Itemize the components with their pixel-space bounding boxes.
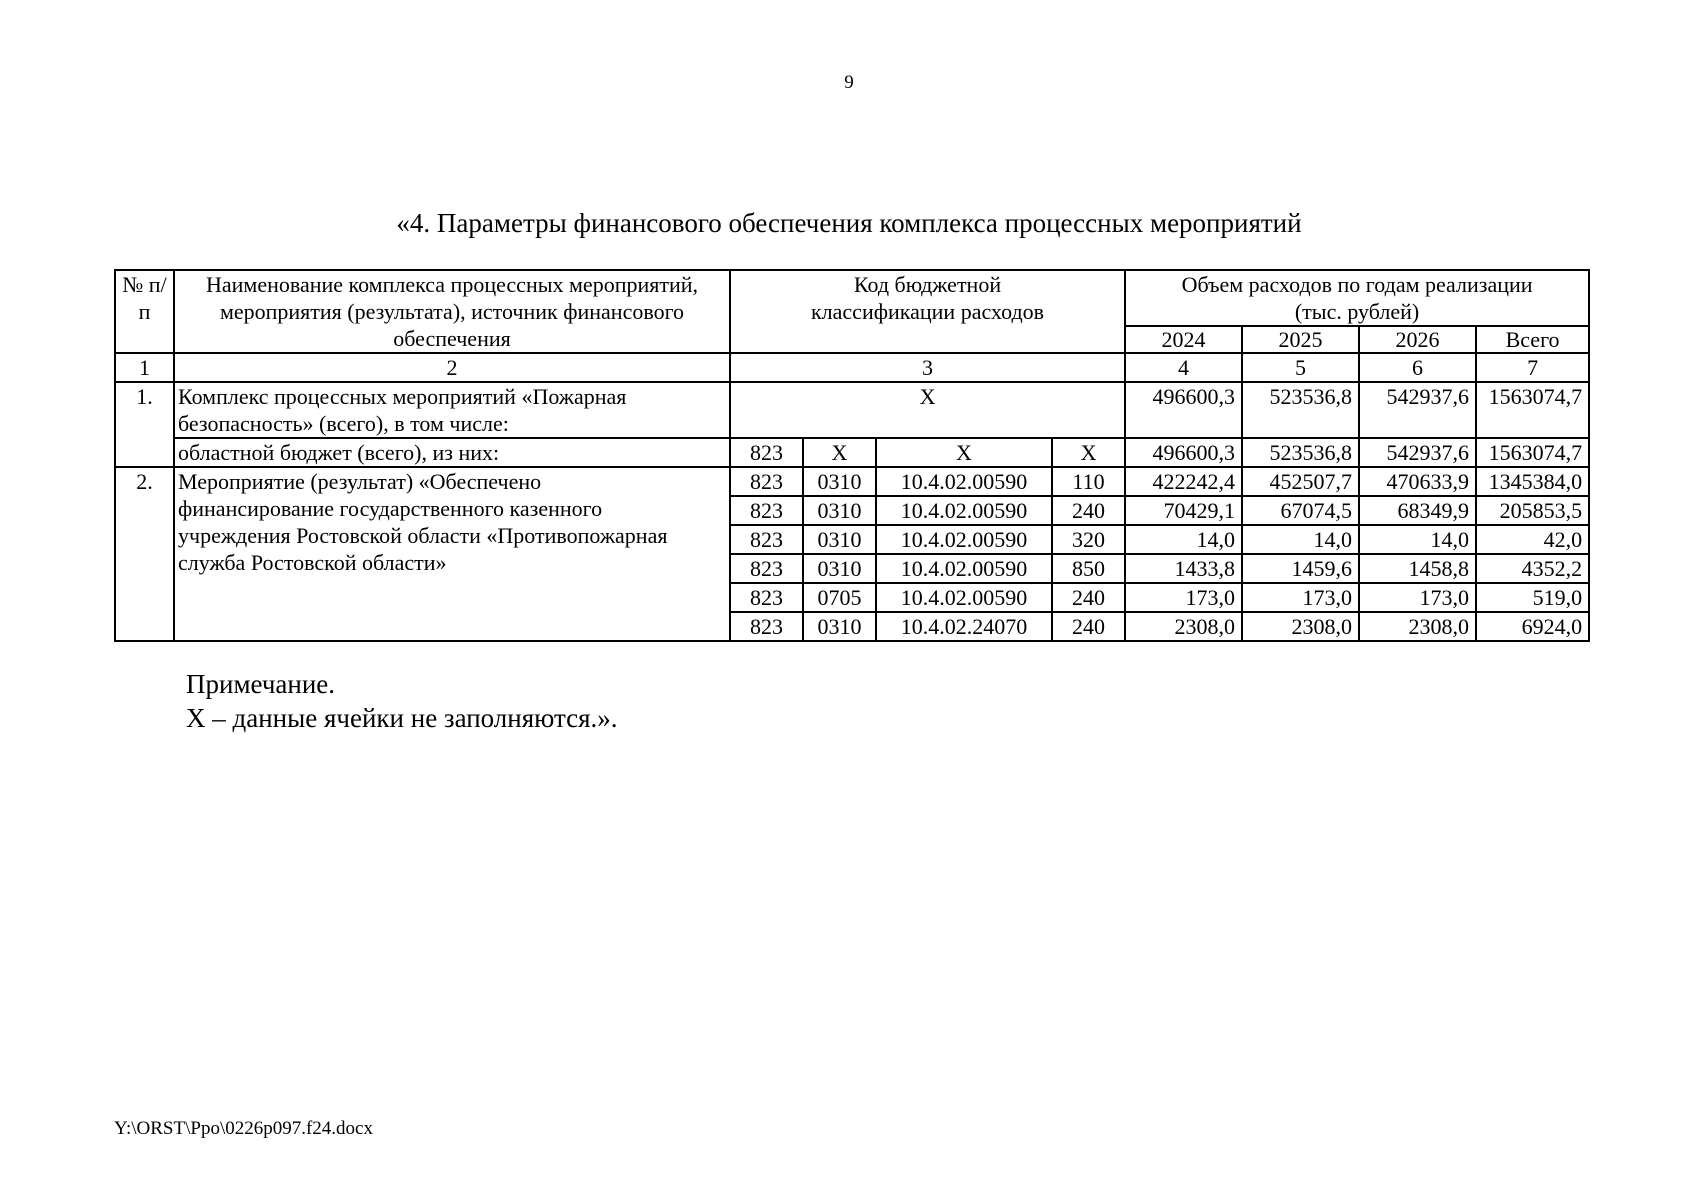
value-cell: 422242,4 (1125, 467, 1242, 496)
code-cell: 0310 (803, 496, 876, 525)
code-cell: 823 (730, 583, 803, 612)
code-cell: 10.4.02.00590 (876, 496, 1052, 525)
col-number: 7 (1476, 353, 1589, 382)
value-cell: 14,0 (1242, 525, 1359, 554)
value-cell: 1345384,0 (1476, 467, 1589, 496)
table-row (115, 467, 1589, 496)
value-cell: 6924,0 (1476, 612, 1589, 641)
section-title: «4. Параметры финансового обеспечения комплекса процессных мероприятий (396, 208, 1302, 238)
code-cell: 0310 (803, 525, 876, 554)
value-cell: 2308,0 (1125, 612, 1242, 641)
code-cell: 850 (1052, 554, 1125, 583)
code-cell: 240 (1052, 496, 1125, 525)
code-cell: 0310 (803, 612, 876, 641)
row-name: Мероприятие (результат) «Обеспечено финансирование государственного казенного учреждения Ростовской области «Противопожарная служба Ростовской области» (174, 467, 730, 641)
code-cell: 823 (730, 525, 803, 554)
value-cell: 2308,0 (1242, 612, 1359, 641)
code-cell: 10.4.02.00590 (876, 467, 1052, 496)
table-row (115, 382, 1589, 438)
value-cell: 173,0 (1242, 583, 1359, 612)
col-number: 6 (1359, 353, 1476, 382)
header-row (115, 270, 1589, 326)
header-year-2024: 2024 (1125, 326, 1242, 353)
table-row (115, 438, 1589, 467)
value-cell: 205853,5 (1476, 496, 1589, 525)
note-heading: Примечание. (186, 669, 336, 699)
header-year-2025: 2025 (1242, 326, 1359, 353)
row-num: 1. (115, 382, 174, 467)
value-cell: 523536,8 (1242, 382, 1359, 438)
code-cell: 10.4.02.00590 (876, 583, 1052, 612)
value-cell: 523536,8 (1242, 438, 1359, 467)
header-volume: Объем расходов по годам реализации (тыс. рублей) (1125, 270, 1589, 326)
value-cell: 1563074,7 (1476, 382, 1589, 438)
value-cell: 470633,9 (1359, 467, 1476, 496)
header-name: Наименование комплекса процессных мероприятий, мероприятия (результата), источник финансового обеспечения (174, 270, 730, 353)
note (186, 667, 618, 735)
code-cell: 0310 (803, 467, 876, 496)
value-cell: 42,0 (1476, 525, 1589, 554)
code-cell: 10.4.02.00590 (876, 525, 1052, 554)
file-path-footer: Y:\ORST\Ppo\0226p097.f24.docx (114, 1118, 373, 1139)
value-cell: 496600,3 (1125, 382, 1242, 438)
code-cell: 240 (1052, 612, 1125, 641)
code-cell: 0705 (803, 583, 876, 612)
note-text: X – данные ячейки не заполняются.». (186, 703, 618, 733)
header-total: Всего (1476, 326, 1589, 353)
value-cell: 496600,3 (1125, 438, 1242, 467)
value-cell: 173,0 (1359, 583, 1476, 612)
header-num: № п/п (115, 270, 174, 353)
value-cell: 542937,6 (1359, 382, 1476, 438)
code-cell: 0310 (803, 554, 876, 583)
col-number: 4 (1125, 353, 1242, 382)
code-cell: 110 (1052, 467, 1125, 496)
header-code: Код бюджетной классификации расходов (730, 270, 1125, 353)
column-number-row (115, 353, 1589, 382)
code-cell: 823 (730, 438, 803, 467)
value-cell: 519,0 (1476, 583, 1589, 612)
value-cell: 1563074,7 (1476, 438, 1589, 467)
code-cell: 240 (1052, 583, 1125, 612)
value-cell: 2308,0 (1359, 612, 1476, 641)
code-cell: 823 (730, 612, 803, 641)
row-code: X (730, 382, 1125, 438)
code-cell: 10.4.02.00590 (876, 554, 1052, 583)
code-cell: 823 (730, 554, 803, 583)
value-cell: 1433,8 (1125, 554, 1242, 583)
row-name: Комплекс процессных мероприятий «Пожарная безопасность» (всего), в том числе: (174, 382, 730, 438)
code-cell: 320 (1052, 525, 1125, 554)
page-number: 9 (844, 72, 854, 93)
col-number: 1 (115, 353, 174, 382)
row-num: 2. (115, 467, 174, 641)
header-year-2026: 2026 (1359, 326, 1476, 353)
financial-table (114, 269, 1590, 642)
value-cell: 452507,7 (1242, 467, 1359, 496)
value-cell: 70429,1 (1125, 496, 1242, 525)
value-cell: 1459,6 (1242, 554, 1359, 583)
code-cell: 10.4.02.24070 (876, 612, 1052, 641)
code-cell: X (876, 438, 1052, 467)
value-cell: 14,0 (1125, 525, 1242, 554)
value-cell: 68349,9 (1359, 496, 1476, 525)
value-cell: 542937,6 (1359, 438, 1476, 467)
col-number: 2 (174, 353, 730, 382)
value-cell: 14,0 (1359, 525, 1476, 554)
row-name: областной бюджет (всего), из них: (174, 438, 730, 467)
col-number: 3 (730, 353, 1125, 382)
value-cell: 173,0 (1125, 583, 1242, 612)
code-cell: X (1052, 438, 1125, 467)
code-cell: X (803, 438, 876, 467)
code-cell: 823 (730, 467, 803, 496)
value-cell: 1458,8 (1359, 554, 1476, 583)
value-cell: 67074,5 (1242, 496, 1359, 525)
code-cell: 823 (730, 496, 803, 525)
col-number: 5 (1242, 353, 1359, 382)
value-cell: 4352,2 (1476, 554, 1589, 583)
